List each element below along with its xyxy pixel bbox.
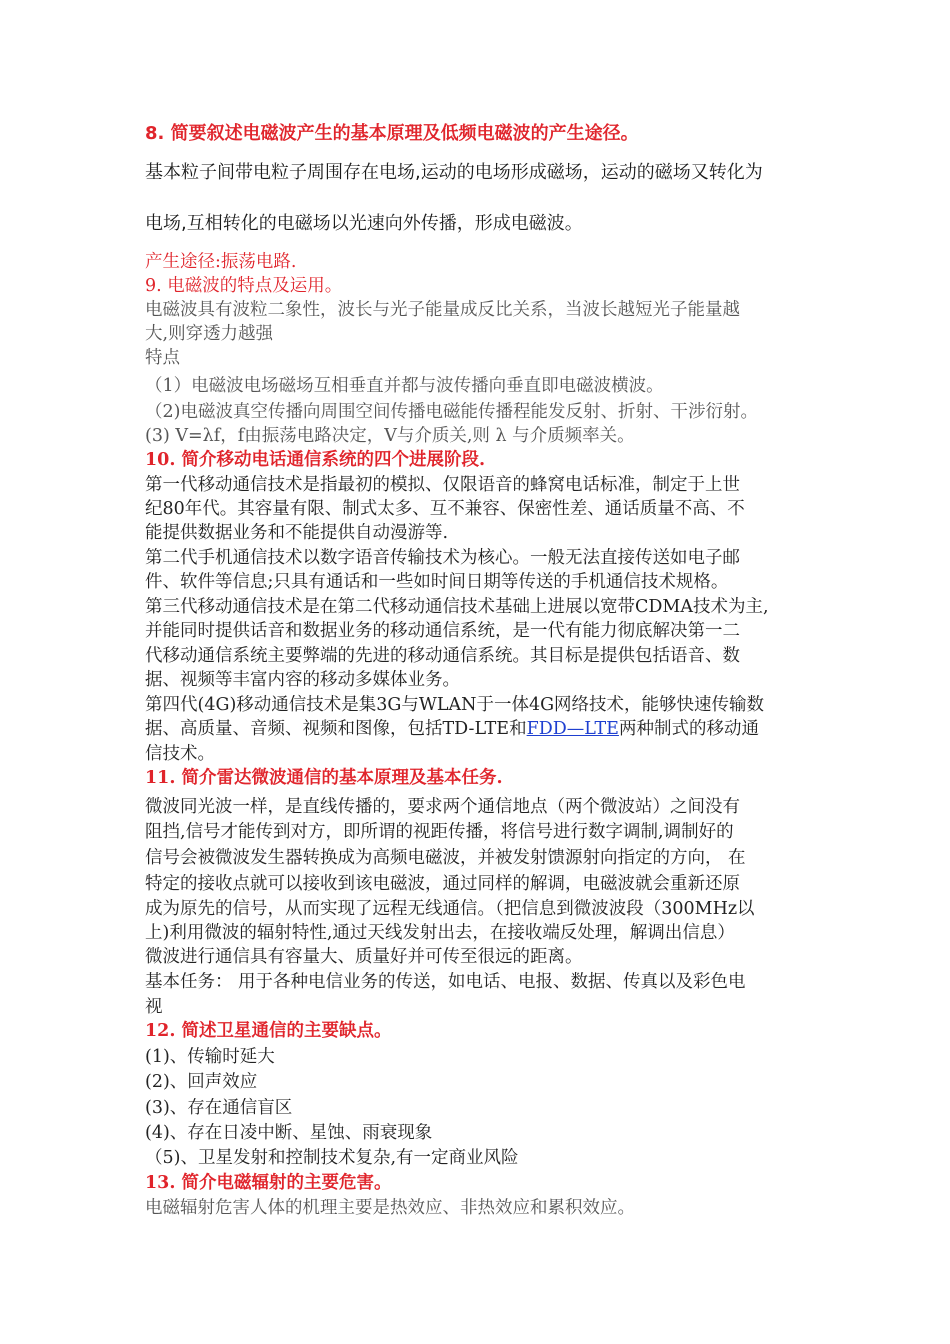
q12-item: (4)、存在日凌中断、星蚀、雨衰现象 [145,1123,433,1143]
q10-line: 据、视频等丰富内容的移动多媒体业务。 [145,670,460,690]
q8-origin: 产生途径:振荡电路. [145,252,297,272]
q11-line: 特定的接收点就可以接收到该电磁波，通过同样的解调，电磁波就会重新还原 [145,874,740,894]
q9-feature-1: （1）电磁波电场磁场互相垂直并都与波传播向垂直即电磁波横波。 [145,376,664,396]
q8-heading: 8. 简要叙述电磁波产生的基本原理及低频电磁波的产生途径。 [145,123,639,144]
q8-answer-line-1: 基本粒子间带电粒子周围存在电场,运动的电场形成磁场，运动的磁场又转化为 [145,162,763,183]
q10-line: 第二代手机通信技术以数字语音传输技术为核心。一般无法直接传送如电子邮 [145,548,740,568]
q9-features-label: 特点 [145,348,180,368]
q9-feature-2: （2)电磁波真空传播向周围空间传播电磁能传播程能发反射、折射、干涉衍射。 [145,402,758,422]
q10-line: 信技术。 [145,744,215,764]
q10-line: 能提供数据业务和不能提供自动漫游等. [145,523,449,543]
q10-line: 件、软件等信息;只具有通话和一些如时间日期等传送的手机通信技术规格。 [145,572,729,592]
q11-line: 上)利用微波的辐射特性,通过天线发射出去，在接收端反处理，解调出信息） [145,923,735,943]
q10-line: 代移动通信系统主要弊端的先进的移动通信系统。其目标是提供包括语音、数 [145,646,740,666]
q11-line: 微波进行通信具有容量大、质量好并可传至很远的距离。 [145,947,583,967]
q12-item: (2)、回声效应 [145,1072,258,1092]
q10-line-pre: 据、高质量、音频、视频和图像，包括TD-LTE和 [145,719,527,739]
q10-line-with-link [145,717,759,741]
q10-line: 纪80年代。其容量有限、制式太多、互不兼容、保密性差、通话质量不高、不 [145,499,745,519]
q13-heading: 13. 简介电磁辐射的主要危害。 [145,1173,392,1193]
q12-item: （5)、卫星发射和控制技术复杂,有一定商业风险 [145,1148,519,1168]
q10-line: 并能同时提供话音和数据业务的移动通信系统，是一代有能力彻底解决第一二 [145,621,740,641]
q11-line: 成为原先的信号，从而实现了远程无线通信。（把信息到微波波段（300MHz以 [145,899,755,919]
q8-answer-line-2: 电场,互相转化的电磁场以光速向外传播，形成电磁波。 [145,213,583,234]
q12-heading: 12. 简述卫星通信的主要缺点。 [145,1021,392,1041]
q11-line: 微波同光波一样，是直线传播的，要求两个通信地点（两个微波站）之间没有 [145,797,740,817]
q11-heading: 11. 简介雷达微波通信的基本原理及基本任务. [145,768,503,788]
fdd-lte-link[interactable]: FDD—LTE [526,719,619,739]
q10-heading: 10. 简介移动电话通信系统的四个进展阶段. [145,450,486,470]
q12-item: (1)、传输时延大 [145,1047,275,1067]
q12-item: (3)、存在通信盲区 [145,1098,293,1118]
q10-line: 第一代移动通信技术是指最初的模拟、仅限语音的蜂窝电话标准，制定于上世 [145,475,740,495]
q11-task-line: 视 [145,997,163,1017]
q9-heading: 9. 电磁波的特点及运用。 [145,276,343,296]
q9-line-1: 电磁波具有波粒二象性，波长与光子能量成反比关系，当波长越短光子能量越 [145,300,740,320]
q11-task-line: 基本任务： 用于各种电信业务的传送，如电话、电报、数据、传真以及彩色电 [145,972,746,992]
q13-line-1: 电磁辐射危害人体的机理主要是热效应、非热效应和累积效应。 [145,1198,635,1218]
q10-line-post: 两种制式的移动通 [618,719,759,739]
q9-line-2: 大,则穿透力越强 [145,324,274,344]
q10-line: 第四代(4G)移动通信技术是集3G与WLAN于一体4G网络技术，能够快速传输数 [145,695,765,715]
q9-feature-3: (3) V=λf，f由振荡电路决定，V与介质关,则 λ 与介质频率关。 [145,426,635,446]
q11-line: 阻挡,信号才能传到对方，即所谓的视距传播，将信号进行数字调制,调制好的 [145,822,734,842]
q10-line: 第三代移动通信技术是在第二代移动通信技术基础上进展以宽带CDMA技术为主, [145,597,769,617]
q11-line: 信号会被微波发生器转换成为高频电磁波，并被发射馈源射向指定的方向， 在 [145,848,746,868]
